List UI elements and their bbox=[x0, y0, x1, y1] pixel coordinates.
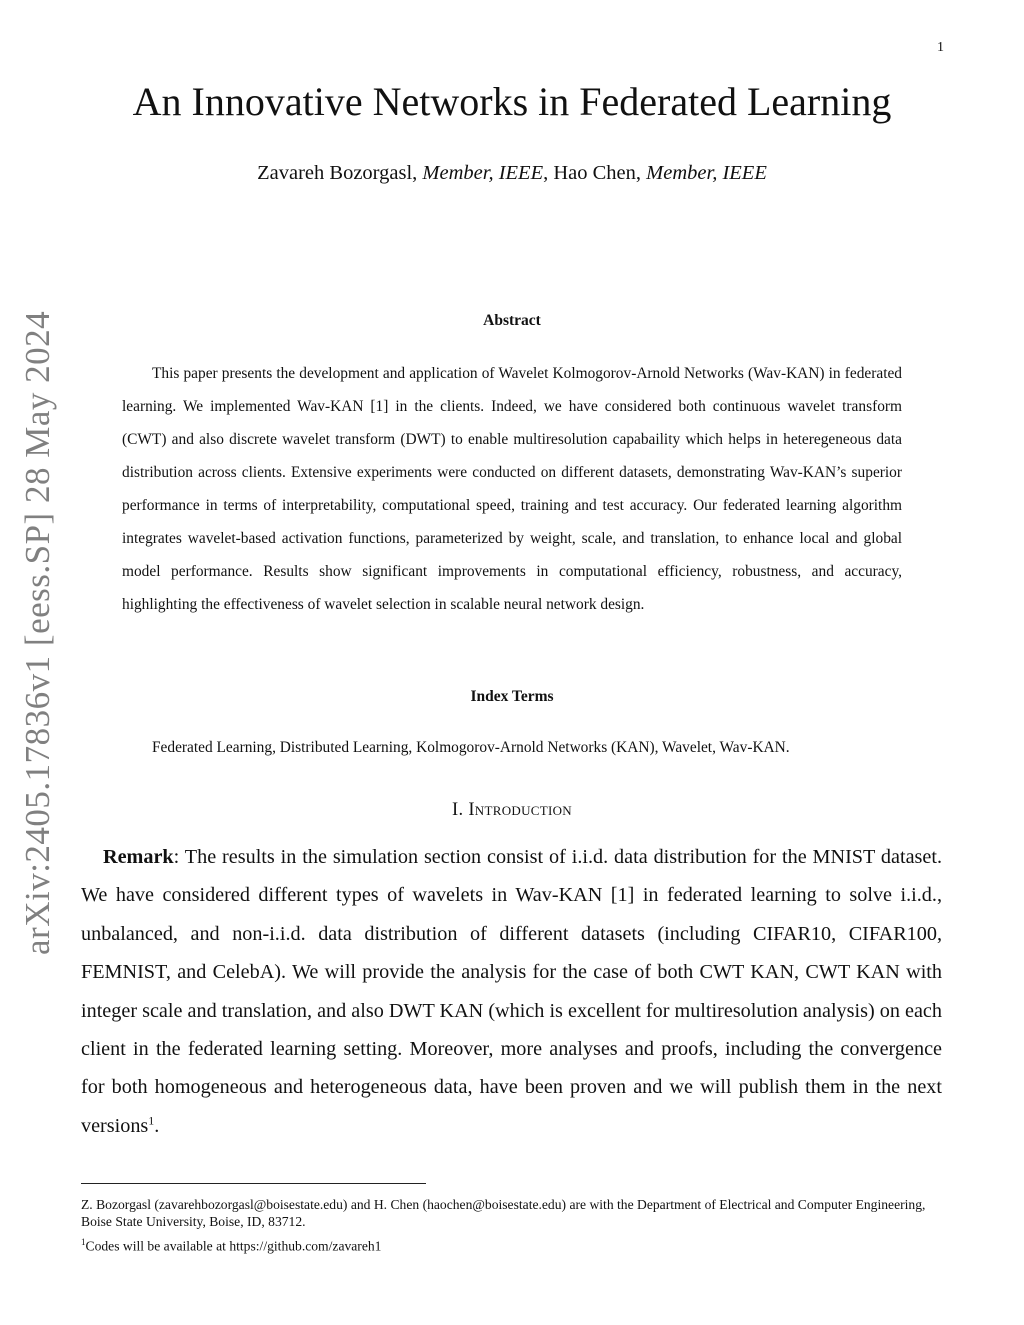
remark-label: Remark bbox=[103, 846, 174, 868]
author-line bbox=[0, 158, 1024, 188]
abstract-body: This paper presents the development and application of Wavelet Kolmogorov-Arnold Networks (Wav-KAN) in federated learning. We implemented Wav-KAN [1] in the clients. Indeed, we have considered both continuous wavelet transform (CWT) and also discrete wavelet transform (DWT) to enable multiresolution capabaility which helps in heteregeneous data distribution across clients. Extensive experiments were conducted on different datasets, demonstrating Wav-KAN’s superior performance in terms of interpretability, computational speed, training and test accuracy. Our federated learning algorithm integrates wavelet-based activation functions, parameterized by weight, scale, and translation, to enhance local and global model performance. Results show significant improvements in computational efficiency, robustness, and accuracy, highlighting the effectiveness of wavelet selection in scalable neural network design. bbox=[122, 365, 902, 613]
author-2-role: Member, IEEE bbox=[646, 162, 767, 184]
section-heading-introduction bbox=[0, 800, 1024, 821]
section-title: Introduction bbox=[468, 800, 572, 820]
remark-text: : The results in the simulation section consist of i.i.d. data distribution for the MNIST dataset. We have considered different types of wavelets in Wav-KAN [1] in federated learning to solve i.i.d., unbalanced, and non-i.i.d. data distribution of different datasets (including CIFAR10, CIFAR100, FEMNIST, and CelebA). We will provide the analysis for the case of both CWT KAN, CWT KAN with integer scale and translation, and also DWT KAN (which is excellent for multiresolution analysis) on each client in the federated learning setting. Moreover, more analyses and proofs, including the convergence for both homogeneous and heterogeneous data, have been proven and we will publish them in the next versions bbox=[81, 846, 942, 1137]
index-terms-body: Federated Learning, Distributed Learning, Kolmogorov-Arnold Networks (KAN), Wavelet, Wav-KAN. bbox=[152, 739, 790, 756]
footnote-code-availability bbox=[81, 1234, 942, 1255]
footnote-reference[interactable]: 1 bbox=[148, 1113, 155, 1128]
author-1-name: Zavareh Bozorgasl, bbox=[257, 162, 418, 184]
sentence-end: . bbox=[154, 1114, 160, 1137]
section-number: I. bbox=[452, 800, 464, 820]
arxiv-identifier-stamp: arXiv:2405.17836v1 [eess.SP] 28 May 2024 bbox=[18, 310, 57, 955]
footnote-affiliation: Z. Bozorgasl (zavarehbozorgasl@boisestate.edu) and H. Chen (haochen@boisestate.edu) are with the Department of Electrical and Computer Engineering, Boise State University, Boise, ID, 83712. bbox=[81, 1197, 926, 1229]
introduction-paragraph bbox=[81, 838, 942, 1145]
paper-title: An Innovative Networks in Federated Learning bbox=[132, 79, 892, 124]
footnote-mark: 1 bbox=[81, 1237, 86, 1247]
page-number: 1 bbox=[937, 40, 944, 55]
index-terms-heading: Index Terms bbox=[470, 688, 554, 705]
author-2-name: , Hao Chen, bbox=[543, 162, 642, 184]
footnote-code-text: Codes will be available at https://github.com/zavareh1 bbox=[85, 1238, 382, 1254]
footnote-separator bbox=[81, 1183, 426, 1184]
author-1-role: Member, IEEE bbox=[422, 162, 544, 184]
abstract-heading: Abstract bbox=[483, 312, 541, 329]
